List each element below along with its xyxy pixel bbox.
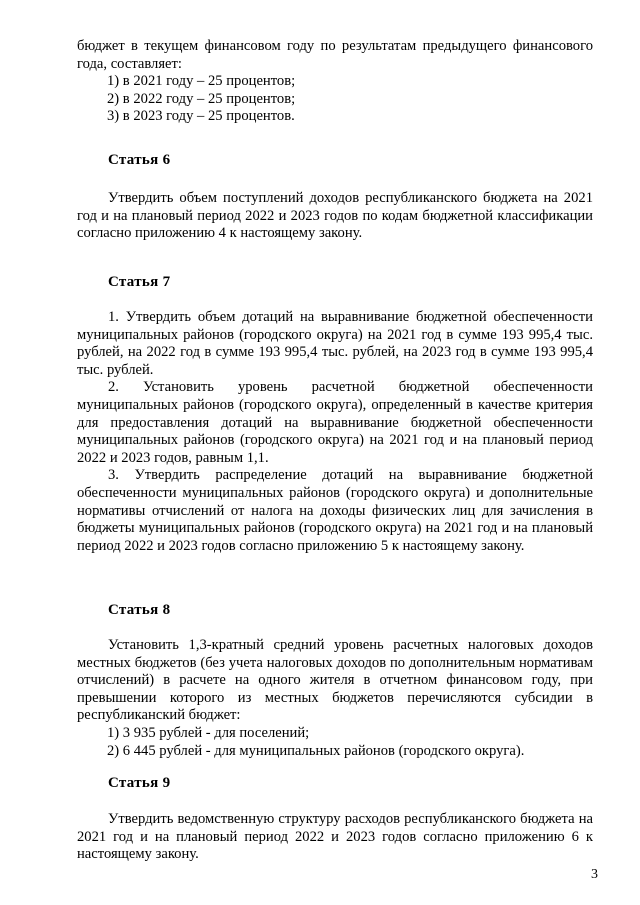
article-8-body xyxy=(77,637,593,760)
article-7-paragraph-3: 3. Утвердить распределение дотаций на выравнивание бюджетной обеспеченности муниципальных районов (городского округа) и дополнительные нормативы отчислений от налога на доходы физических лиц для зачисления в бюджеты муниципальных районов (городского округа) на 2021 год и на плановый период 2022 и 2023 годов согласно приложению 5 к настоящему закону. xyxy=(77,467,593,554)
article-6-body xyxy=(77,190,593,243)
page-number: 3 xyxy=(591,867,598,882)
article-7-body xyxy=(77,309,593,555)
article-6-heading: Статья 6 xyxy=(108,152,171,168)
article-6-text: Утвердить объем поступлений доходов республиканского бюджета на 2021 год и на плановый период 2022 и 2023 годов по кодам бюджетной классификации согласно приложению 4 к настоящему закону. xyxy=(77,190,593,242)
article-9-body xyxy=(77,811,593,864)
article-9-text: Утвердить ведомственную структуру расходов республиканского бюджета на 2021 год и на плановый период 2022 и 2023 годов согласно приложению 6 к настоящему закону. xyxy=(77,811,593,863)
article-8-item-1: 1) 3 935 рублей - для поселений; xyxy=(107,724,310,741)
article-8-item-2: 2) 6 445 рублей - для муниципальных районов (городского округа). xyxy=(107,742,525,759)
article-8-heading: Статья 8 xyxy=(108,602,171,618)
article-7-heading: Статья 7 xyxy=(108,274,171,290)
intro-item-3: 3) в 2023 году – 25 процентов. xyxy=(107,108,295,125)
article-8-text: Установить 1,3-кратный средний уровень расчетных налоговых доходов местных бюджетов (без учета налоговых доходов по дополнительным нормативам отчислений) в расчете на одного жителя в отчетном финансовом году, при превышении которого из местных бюджетов перечисляются субсидии в республиканский бюджет: xyxy=(77,637,593,724)
intro-item-1: 1) в 2021 году – 25 процентов; xyxy=(107,73,296,90)
article-9-heading: Статья 9 xyxy=(108,775,171,791)
article-7-paragraph-2: 2. Установить уровень расчетной бюджетной обеспеченности муниципальных районов (городского округа), определенный в качестве критерия для предоставления дотаций на выравнивание бюджетной обеспеченности муниципальных районов (городского округа) на 2021 год и на плановый период 2022 и 2023 годов, равным 1,1. xyxy=(77,379,593,466)
intro-text: бюджет в текущем финансовом году по результатам предыдущего финансового года, составляет: xyxy=(77,38,593,72)
intro-block xyxy=(77,38,593,126)
intro-item-2: 2) в 2022 году – 25 процентов; xyxy=(107,90,296,107)
article-7-paragraph-1: 1. Утвердить объем дотаций на выравнивание бюджетной обеспеченности муниципальных районов (городского округа) на 2021 год в сумме 193 995,4 тыс. рублей, на 2022 год в сумме 193 995,4 тыс. рублей, на 2023 год в сумме 193 995,4 тыс. рублей. xyxy=(77,309,593,378)
